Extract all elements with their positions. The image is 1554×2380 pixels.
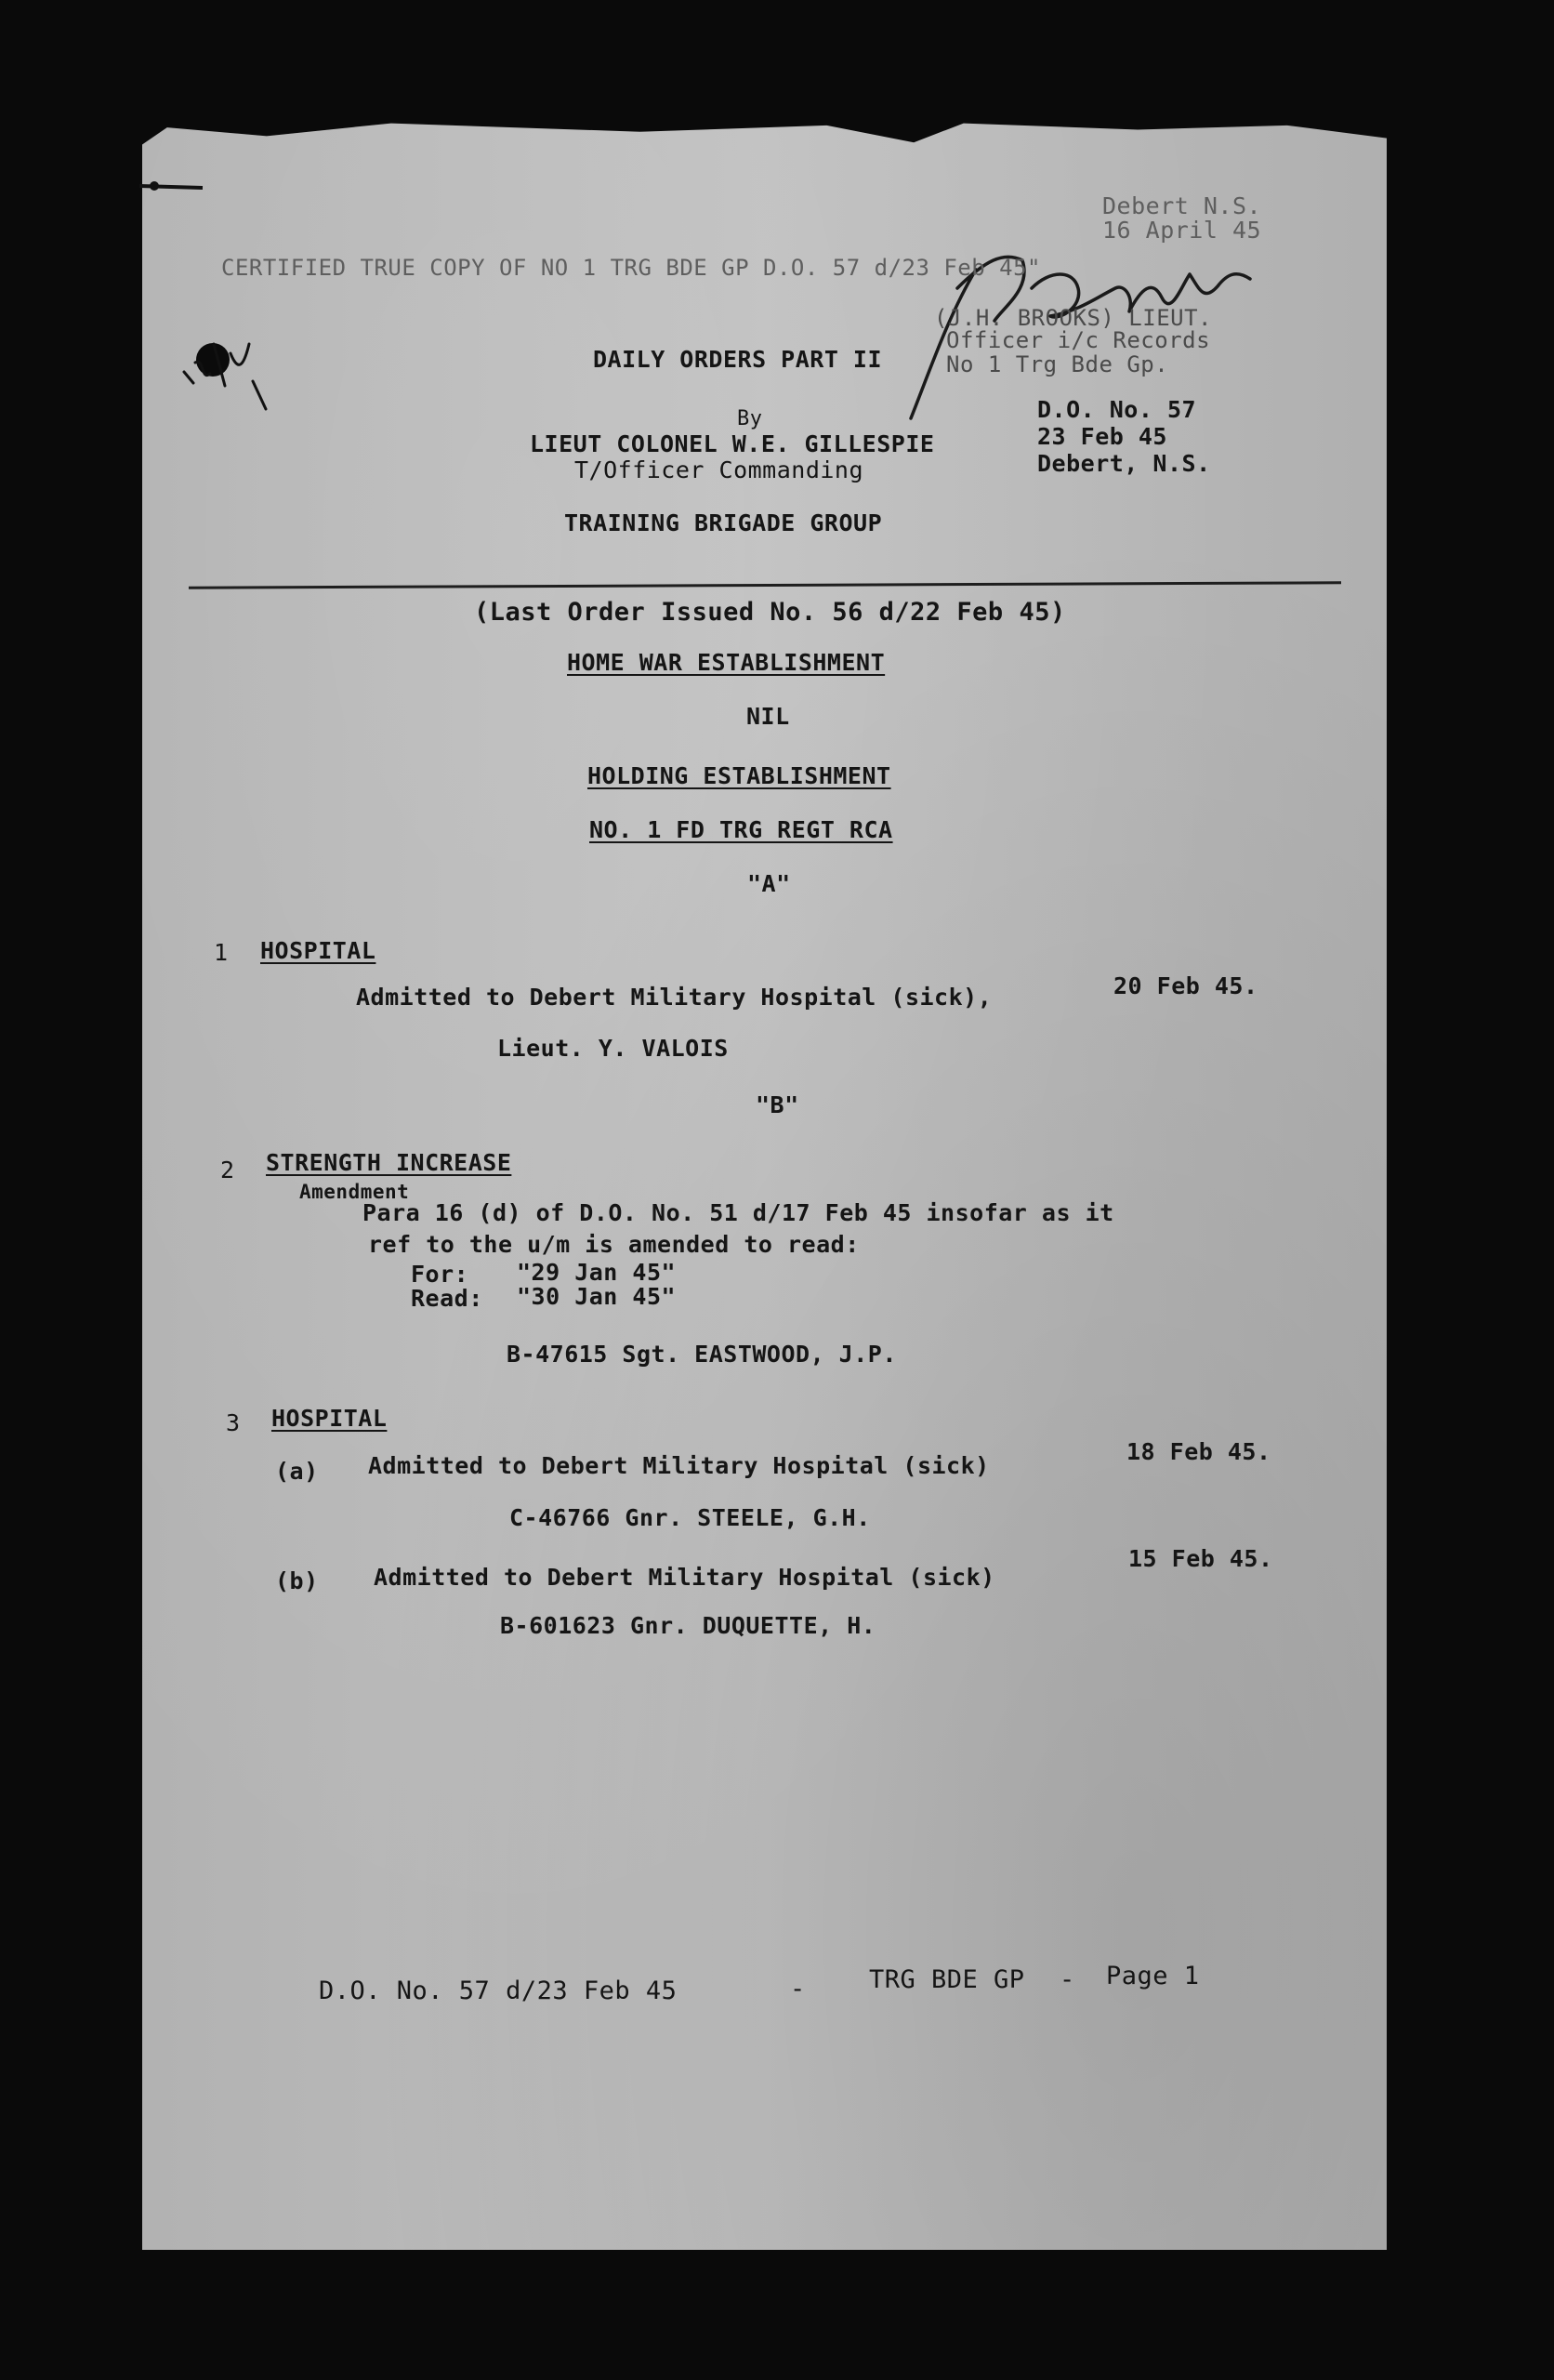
header-by: By	[737, 407, 763, 430]
cert-unit: No 1 Trg Bde Gp.	[946, 351, 1169, 377]
cert-date: 16 April 45	[1102, 217, 1262, 244]
footer-dash-2: -	[1060, 1965, 1075, 1994]
item2-number: 2	[220, 1157, 235, 1183]
footer-dash-1: -	[790, 1975, 806, 2003]
item3-heading: HOSPITAL	[271, 1405, 388, 1432]
regiment-heading: NO. 1 FD TRG REGT RCA	[589, 816, 893, 843]
cert-statement: CERTIFIED TRUE COPY OF NO 1 TRG BDE GP D.O. 57 d/23 Feb 45"	[221, 255, 1042, 281]
orders-title: DAILY ORDERS PART II	[593, 346, 883, 373]
item2-person: B-47615 Sgt. EASTWOOD, J.P.	[507, 1341, 897, 1368]
footer-ref: D.O. No. 57 d/23 Feb 45	[319, 1977, 678, 2005]
unit-name: TRAINING BRIGADE GROUP	[564, 509, 883, 536]
last-order: (Last Order Issued No. 56 d/22 Feb 45)	[474, 598, 1066, 627]
do-number: D.O. No. 57	[1037, 396, 1197, 423]
cert-name-rank: (J.H. BROOKS) LIEUT.	[934, 305, 1212, 331]
cert-role: Officer i/c Records	[946, 327, 1211, 353]
item3b-label: (b)	[275, 1567, 319, 1594]
item2-for-value: "29 Jan 45"	[517, 1259, 677, 1286]
do-date: 23 Feb 45	[1037, 423, 1167, 450]
item2-read-value: "30 Jan 45"	[517, 1283, 677, 1310]
home-war-heading: HOME WAR ESTABLISHMENT	[567, 649, 886, 676]
item1-heading: HOSPITAL	[260, 937, 376, 964]
margin-handwriting	[177, 316, 288, 418]
holding-heading: HOLDING ESTABLISHMENT	[587, 762, 891, 789]
item2-heading: STRENGTH INCREASE	[266, 1149, 512, 1176]
footer-unit: TRG BDE GP	[869, 1965, 1025, 1994]
do-location: Debert, N.S.	[1037, 450, 1211, 477]
item3a-text: Admitted to Debert Military Hospital (sick)	[368, 1452, 990, 1479]
item1-text: Admitted to Debert Military Hospital (sick),	[356, 984, 993, 1011]
item3a-label: (a)	[275, 1458, 319, 1485]
battery-b: "B"	[756, 1091, 799, 1118]
battery-a: "A"	[747, 870, 791, 897]
corner-pen-mark	[138, 178, 212, 197]
item1-date: 20 Feb 45.	[1113, 972, 1258, 999]
item3-number: 3	[226, 1409, 241, 1436]
commander-role: T/Officer Commanding	[574, 456, 864, 483]
item1-person: Lieut. Y. VALOIS	[497, 1035, 729, 1062]
item3a-person: C-46766 Gnr. STEELE, G.H.	[509, 1504, 871, 1531]
item3b-date: 15 Feb 45.	[1128, 1545, 1273, 1572]
item2-subheading: Amendment	[299, 1181, 410, 1203]
commander-name: LIEUT COLONEL W.E. GILLESPIE	[530, 430, 935, 457]
item3a-date: 18 Feb 45.	[1126, 1438, 1271, 1465]
item2-line1: Para 16 (d) of D.O. No. 51 d/17 Feb 45 insofar as it	[362, 1199, 1114, 1226]
item2-read-label: Read:	[411, 1285, 483, 1312]
nil-text: NIL	[746, 703, 790, 730]
item3b-person: B-601623 Gnr. DUQUETTE, H.	[500, 1612, 876, 1639]
item2-line2: ref to the u/m is amended to read:	[368, 1231, 860, 1258]
item3b-text: Admitted to Debert Military Hospital (sick)	[374, 1564, 995, 1591]
item2-for-label: For:	[411, 1261, 469, 1288]
footer-page: Page 1	[1106, 1962, 1200, 1990]
cert-place: Debert N.S.	[1102, 192, 1262, 219]
item1-number: 1	[214, 939, 229, 966]
